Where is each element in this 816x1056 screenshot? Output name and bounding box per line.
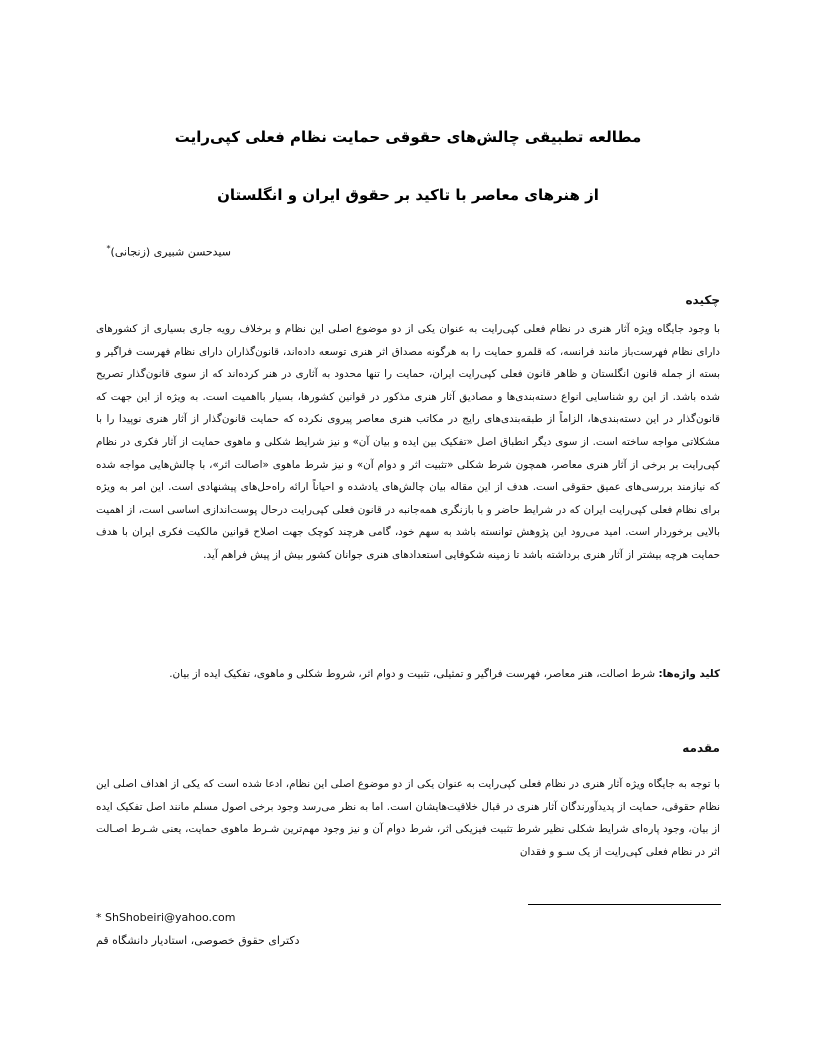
title-line-2: از هنرهای معاصر با تاکید بر حقوق ایران و انگلستان — [217, 186, 599, 204]
footnote-separator — [528, 904, 721, 905]
abstract-text: با وجود جایگاه ویژه آثار هنری در نظام فعلی کپی‌رایت به عنوان یکی از دو موضوع اصلی این نظام و برخلاف رویه جاری بسیاری از کشورهای دارای نظام فهرست‌باز مانند فرانسه، که قلمرو حمایت را به هرگونه مصداق اثر هنری توسعه داده‌اند، قانون‌گذاران دارای نظام فهرست فراگیر و بسته از جمله قانون انگلستان و ظاهر قانون فعلی کپی‌رایت ایران، حمایت را تنها محدود به آثاری در هنر کرده‌اند که از سوی قانون‌گذار تصریح شده باشد. از این رو شناسایی انواع دسته‌بندی‌ها و مصادیق آثار هنری مذکور در قوانین کشورها، بسیار بااهمیت است. به ویژه از این جهت که قانون‌گذار در این دسته‌بندی‌ها، الزاماً از طبقه‌بندی‌های رایج در مکاتب هنری معاصر پیروی نکرده که حمایت قانون‌گذار از آثار هنری نوپیدا را با مشکلاتی مواجه ساخته است. از سوی دیگر انطباق اصل «تفکیک بین ایده و بیان آن» و نیز شرایط شکلی و ماهوی حمایت از آثار فکری در نظام کپی‌رایت بر برخی از آثار هنری معاصر، همچون شرط شکلی «تثبیت اثر و دوام آن» و نیز شرط ماهوی «اصالت اثر»، با چالش‌هایی مواجه شده که نیازمند بررسی‌های عمیق حقوقی است. هدف از این مقاله بیان چالش‌های یادشده و احیاناً ارائه راه‌حل‌های پیشنهادی است. این امر به ویژه برای نظام فعلی کپی‌رایت ایران که در شرایط حاضر و با بازنگری همه‌جانبه در قانون فعلی کپی‌رایت درحال پوست‌اندازی اساسی است، از اهمیت بالایی برخوردار است. امید می‌رود این پژوهش توانسته باشد به سهم خود، گامی هرچند کوچک جهت اصلاح قوانین مالکیت فکری ایران با هدف حمایت هرچه بیشتر از آثار هنری برداشته باشد تا زمینه شکوفایی استعدادهای هنری جوانان کشور بیش از پیش فراهم آید. — [96, 323, 720, 561]
keywords-list: شرط اصالت، هنر معاصر، فهرست فراگیر و تمثیلی، تثبیت و دوام اثر، شروط شکلی و ماهوی، تفکیک ایده از بیان. — [169, 668, 656, 680]
footnote-email: * ShShobeiri@yahoo.com — [96, 911, 236, 924]
footnote-affiliation: دکترای حقوق خصوصی، استادیار دانشگاه قم — [96, 934, 300, 947]
keywords-label: کلید واژه‌ها: — [658, 668, 720, 680]
author-text: سیدحسن شبیری (زنجانی) — [110, 245, 231, 259]
keywords-paragraph — [96, 663, 720, 686]
introduction-text: با توجه به جایگاه ویژه آثار هنری در نظام فعلی کپی‌رایت به عنوان یکی از دو موضوع اصلی این نظام، ادعا شده است که یکی از اهداف اصلی این نظام حقوقی، حمایت از پدیدآورندگان آثار هنری در قبال خلاقیت‌هایشان است. اما به نظر می‌رسد وجود برخی اصول مسلم مانند اصل تفکیک ایده از بیان، وجود پاره‌ای شرایط شکلی نظیر شرط تثبیت فیزیکی اثر، شرط دوام آن و نیز وجود مهم‌ترین شـرط ماهوی حمایت، یعنی شـرط اصـالت اثر در نظام فعلی کپی‌رایت از یک سـو و فقدان — [96, 778, 720, 858]
introduction-heading: مقدمه — [682, 741, 720, 755]
author-name — [107, 244, 231, 259]
abstract-heading: چکیده — [685, 293, 720, 307]
title-line-1: مطالعه تطبیقی چالش‌های حقوقی حمایت نظام فعلی کپی‌رایت — [174, 128, 642, 146]
author-footnote-mark: * — [106, 244, 111, 253]
